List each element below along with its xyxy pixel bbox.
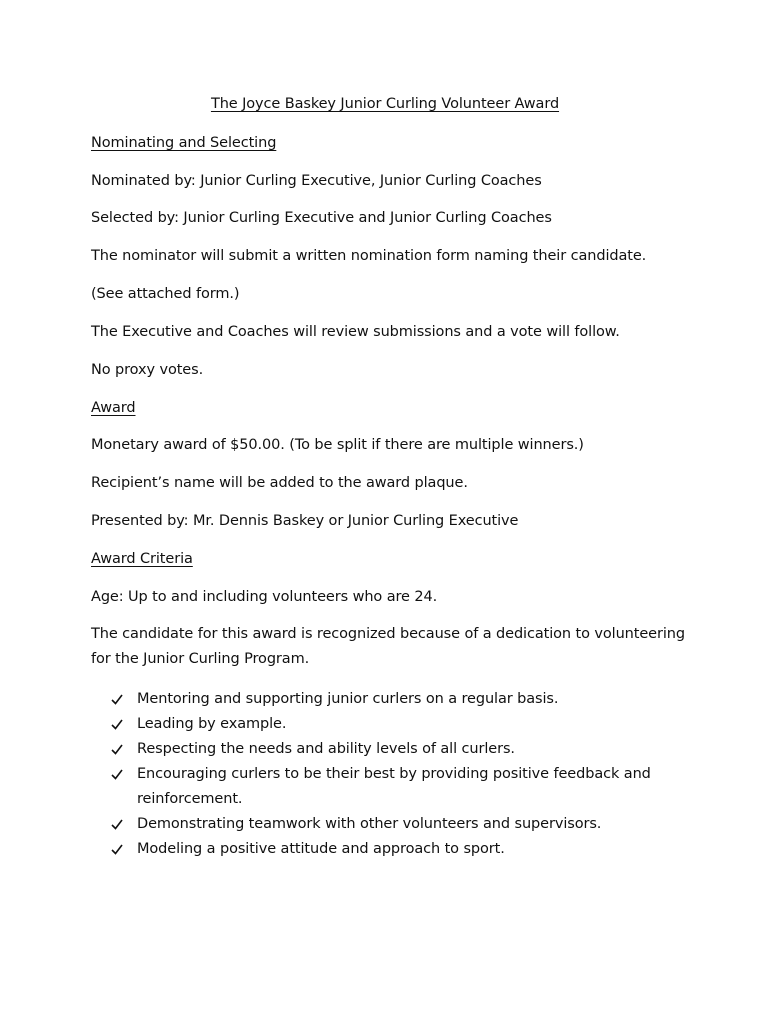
section-heading-award: Award bbox=[91, 400, 136, 416]
checkmark-icon bbox=[110, 837, 126, 862]
age-line: Age: Up to and including volunteers who are 24. bbox=[91, 589, 438, 605]
checklist-item-text: Leading by example. bbox=[137, 716, 287, 732]
selected-by-line: Selected by: Junior Curling Executive and Junior Curling Coaches bbox=[91, 210, 552, 226]
checklist-item-text: Modeling a positive attitude and approach to sport. bbox=[137, 841, 505, 857]
monetary-award-line: Monetary award of $50.00. (To be split if there are multiple winners.) bbox=[91, 437, 584, 453]
checklist-item bbox=[110, 837, 670, 862]
checklist-item bbox=[110, 812, 670, 837]
attached-form-line: (See attached form.) bbox=[91, 286, 240, 302]
plaque-line: Recipient’s name will be added to the award plaque. bbox=[91, 475, 468, 491]
section-heading-nominating: Nominating and Selecting bbox=[91, 135, 277, 151]
criteria-checklist bbox=[110, 687, 670, 862]
checkmark-icon bbox=[110, 812, 126, 837]
section-heading-criteria: Award Criteria bbox=[91, 551, 193, 567]
checkmark-icon bbox=[110, 687, 126, 712]
checklist-item-text: Respecting the needs and ability levels of all curlers. bbox=[137, 741, 515, 757]
checklist-item bbox=[110, 762, 670, 812]
proxy-votes-line: No proxy votes. bbox=[91, 362, 204, 378]
document-title: The Joyce Baskey Junior Curling Volunteer Award bbox=[210, 96, 560, 112]
checkmark-icon bbox=[110, 737, 126, 762]
checklist-item-text: Demonstrating teamwork with other volunteers and supervisors. bbox=[137, 816, 602, 832]
checkmark-icon bbox=[110, 762, 126, 787]
checklist-item bbox=[110, 737, 670, 762]
presented-by-line: Presented by: Mr. Dennis Baskey or Junior Curling Executive bbox=[91, 513, 519, 529]
checklist-item bbox=[110, 687, 670, 712]
checklist-item-text: Encouraging curlers to be their best by providing positive feedback and reinforcement. bbox=[137, 766, 651, 807]
criteria-intro: The candidate for this award is recognized because of a dedication to volunteering for the Junior Curling Program. bbox=[91, 626, 685, 667]
review-vote-line: The Executive and Coaches will review submissions and a vote will follow. bbox=[91, 324, 620, 340]
checklist-item-text: Mentoring and supporting junior curlers on a regular basis. bbox=[137, 691, 559, 707]
nomination-form-line: The nominator will submit a written nomination form naming their candidate. bbox=[91, 248, 647, 264]
checklist-item bbox=[110, 712, 670, 737]
nominated-by-line: Nominated by: Junior Curling Executive, Junior Curling Coaches bbox=[91, 173, 542, 189]
checkmark-icon bbox=[110, 712, 126, 737]
